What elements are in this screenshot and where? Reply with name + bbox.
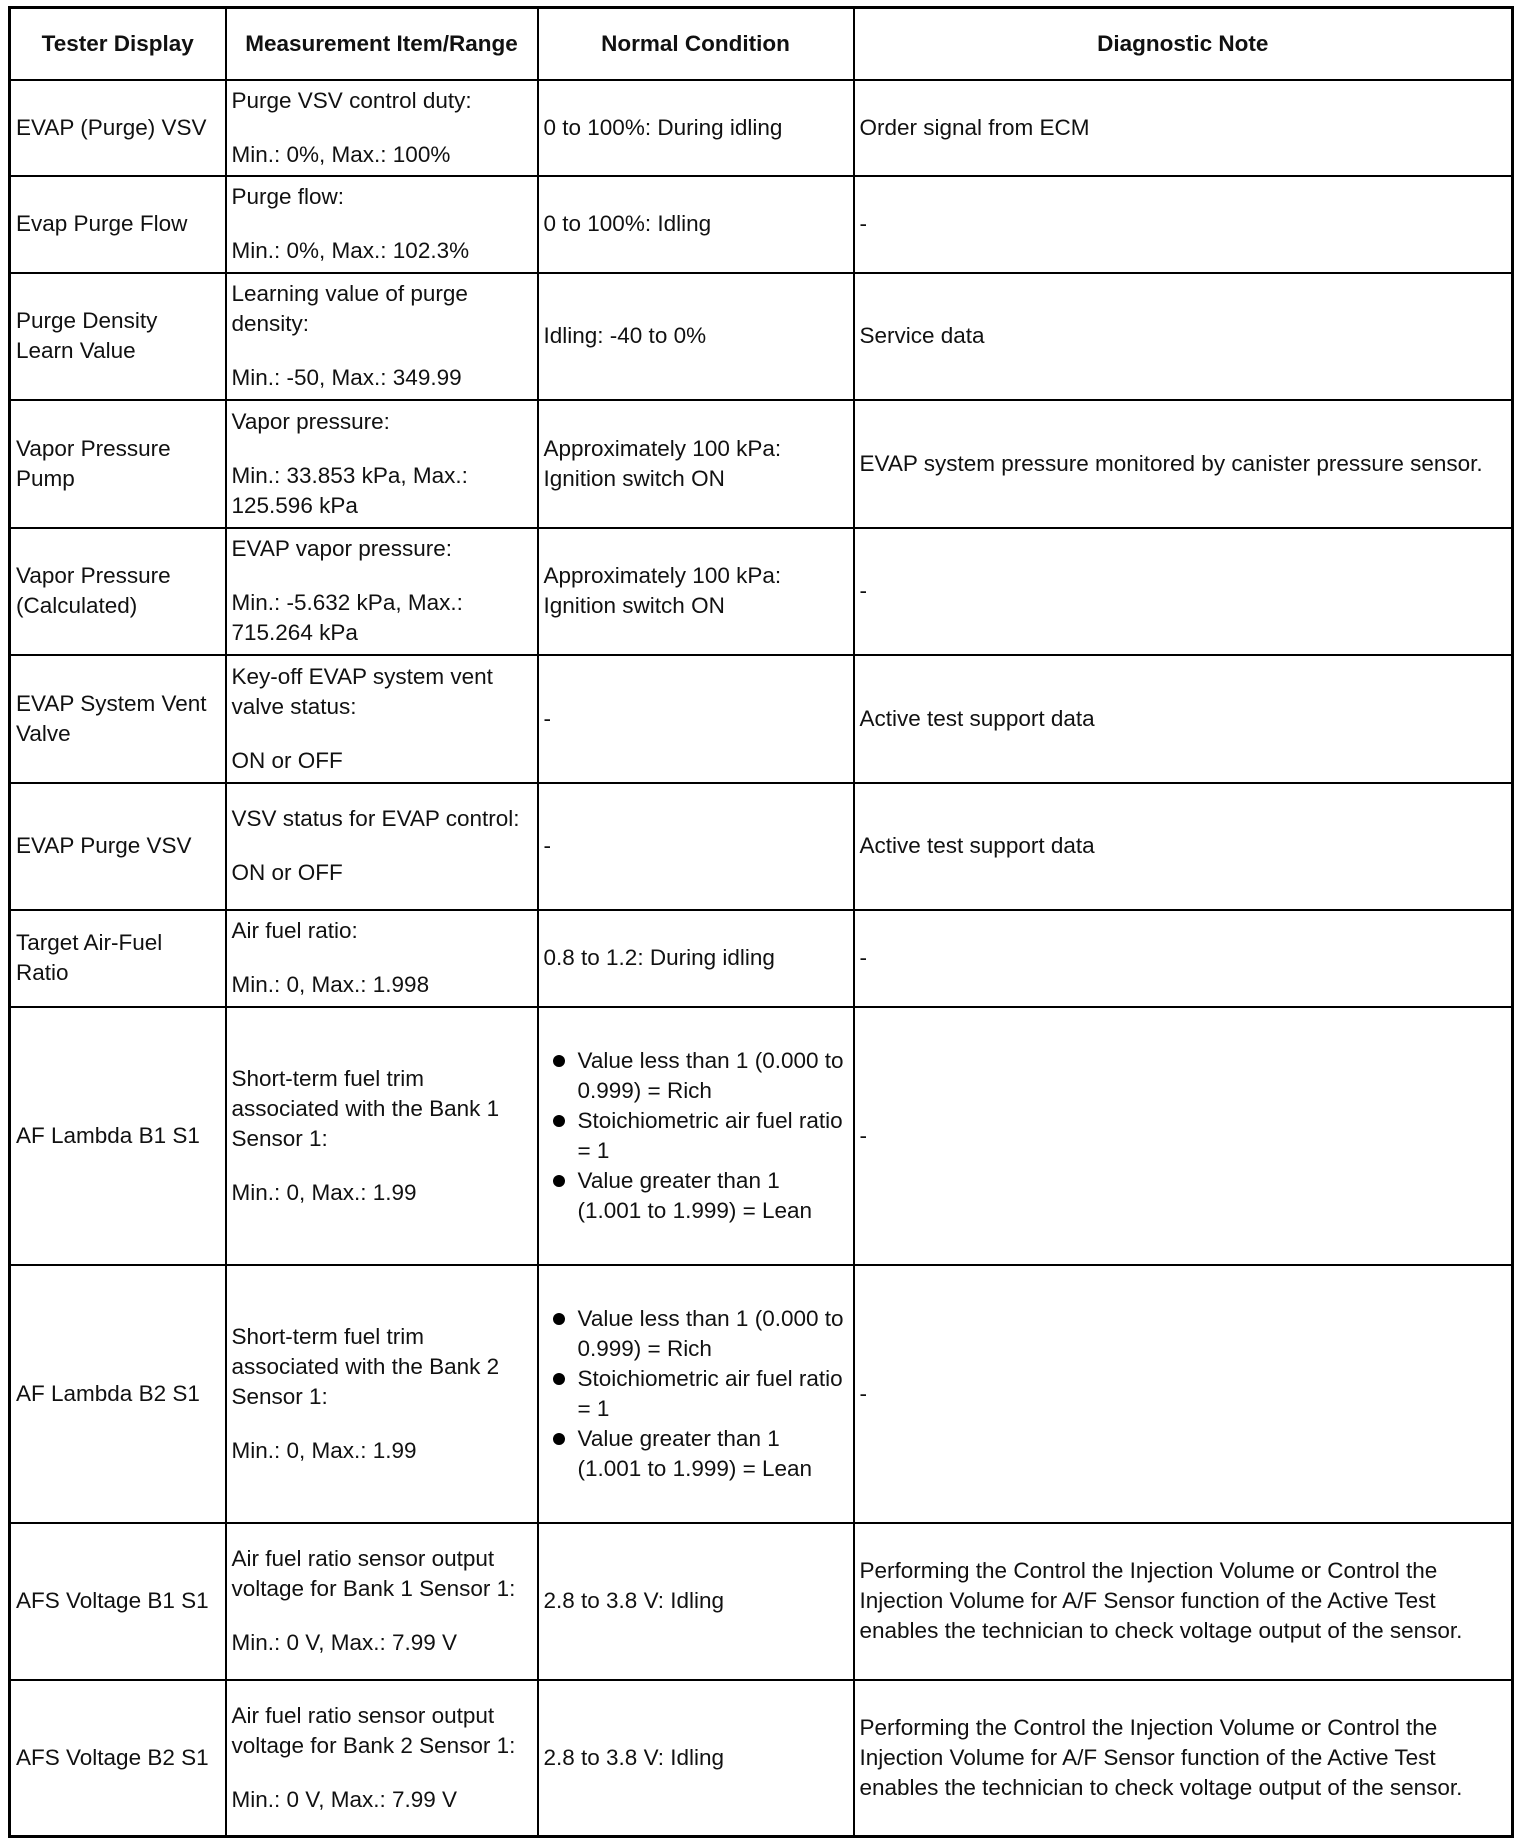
normal-condition-cell: 0.8 to 1.2: During idling — [538, 910, 854, 1007]
measurement-range: Min.: -5.632 kPa, Max.: 715.264 kPa — [231, 590, 463, 645]
table-row — [10, 528, 1513, 655]
normal-condition-cell: - — [538, 783, 854, 910]
measurement-range: ON or OFF — [231, 747, 343, 773]
measurement-item: Air fuel ratio sensor output voltage for Bank 2 Sensor 1: — [231, 1702, 516, 1758]
measurement-range: Min.: 0%, Max.: 102.3% — [231, 238, 470, 263]
diagnostic-note-cell: Performing the Control the Injection Volume or Control the Injection Volume for A/F Sensor function of the Active Test enables the technician to check voltage output of the sensor. — [854, 1680, 1513, 1837]
table-row — [10, 273, 1513, 400]
measurement-cell — [226, 176, 538, 273]
measurement-item: Short-term fuel trim associated with the Bank 1 Sensor 1: — [231, 1065, 500, 1151]
diagnostic-note-cell: Performing the Control the Injection Volume or Control the Injection Volume for A/F Sensor function of the Active Test enables the technician to check voltage output of the sensor. — [854, 1523, 1513, 1680]
tester-display-cell: AFS Voltage B1 S1 — [10, 1523, 226, 1680]
table-row — [10, 1265, 1513, 1523]
normal-condition-cell — [538, 1265, 854, 1523]
tester-display-cell: AFS Voltage B2 S1 — [10, 1680, 226, 1837]
normal-condition-cell: Approximately 100 kPa: Ignition switch ON — [538, 400, 854, 528]
measurement-range: Min.: -50, Max.: 349.99 — [231, 365, 462, 390]
diagnostic-note-cell: - — [854, 910, 1513, 1007]
measurement-item: Key-off EVAP system vent valve status: — [231, 663, 493, 719]
measurement-item: Short-term fuel trim associated with the Bank 2 Sensor 1: — [231, 1323, 500, 1409]
diagnostic-note-cell: - — [854, 176, 1513, 273]
table-row — [10, 1523, 1513, 1680]
list-item: Value less than 1 (0.000 to 0.999) = Rich — [578, 1304, 848, 1364]
tester-display-cell: Evap Purge Flow — [10, 176, 226, 273]
spec-table-container — [8, 6, 1511, 1838]
tester-display-cell: EVAP System Vent Valve — [10, 655, 226, 783]
header-measurement-item: Measurement Item/Range — [226, 8, 538, 80]
header-diagnostic-note: Diagnostic Note — [854, 8, 1513, 80]
tester-display-cell: Target Air-Fuel Ratio — [10, 910, 226, 1007]
measurement-cell — [226, 783, 538, 910]
measurement-cell — [226, 910, 538, 1007]
measurement-item: EVAP vapor pressure: — [231, 536, 453, 561]
measurement-item: Purge flow: — [231, 184, 345, 209]
measurement-range: Min.: 0, Max.: 1.99 — [231, 1437, 417, 1463]
tester-display-cell: EVAP (Purge) VSV — [10, 80, 226, 176]
normal-condition-list — [544, 1304, 848, 1484]
measurement-item: VSV status for EVAP control: — [231, 806, 520, 831]
measurement-item: Air fuel ratio sensor output voltage for Bank 1 Sensor 1: — [231, 1546, 516, 1601]
diagnostic-note-cell: Active test support data — [854, 655, 1513, 783]
normal-condition-cell: 2.8 to 3.8 V: Idling — [538, 1680, 854, 1837]
measurement-range: Min.: 0, Max.: 1.99 — [231, 1179, 417, 1205]
diagnostic-note-cell: Order signal from ECM — [854, 80, 1513, 176]
diagnostic-note-cell: Service data — [854, 273, 1513, 400]
measurement-cell — [226, 273, 538, 400]
measurement-item: Purge VSV control duty: — [231, 87, 472, 113]
measurement-cell — [226, 1523, 538, 1680]
diagnostic-note-cell: EVAP system pressure monitored by canister pressure sensor. — [854, 400, 1513, 528]
table-row — [10, 1007, 1513, 1265]
header-tester-display: Tester Display — [10, 8, 226, 80]
table-row — [10, 176, 1513, 273]
list-item: Value less than 1 (0.000 to 0.999) = Rich — [578, 1046, 848, 1106]
normal-condition-list — [544, 1046, 848, 1226]
table-row — [10, 80, 1513, 176]
normal-condition-cell — [538, 1007, 854, 1265]
normal-condition-cell: 2.8 to 3.8 V: Idling — [538, 1523, 854, 1680]
table-header-row — [10, 8, 1513, 80]
list-item: Stoichiometric air fuel ratio = 1 — [578, 1364, 848, 1424]
measurement-range: Min.: 0%, Max.: 100% — [231, 141, 451, 167]
normal-condition-cell: 0 to 100%: During idling — [538, 80, 854, 176]
measurement-cell — [226, 655, 538, 783]
tester-display-cell: AF Lambda B1 S1 — [10, 1007, 226, 1265]
measurement-item: Air fuel ratio: — [231, 918, 358, 943]
measurement-range: Min.: 0 V, Max.: 7.99 V — [231, 1786, 458, 1812]
diagnostic-note-cell: - — [854, 1265, 1513, 1523]
list-item: Value greater than 1 (1.001 to 1.999) = Lean — [578, 1424, 848, 1484]
measurement-range: ON or OFF — [231, 860, 343, 885]
tester-display-cell: Purge Density Learn Value — [10, 273, 226, 400]
measurement-item: Vapor pressure: — [231, 408, 390, 434]
measurement-cell — [226, 80, 538, 176]
table-row — [10, 910, 1513, 1007]
header-normal-condition: Normal Condition — [538, 8, 854, 80]
diagnostic-note-cell: - — [854, 1007, 1513, 1265]
normal-condition-cell: Idling: -40 to 0% — [538, 273, 854, 400]
normal-condition-cell: - — [538, 655, 854, 783]
tester-display-cell: Vapor Pressure Pump — [10, 400, 226, 528]
measurement-cell — [226, 1680, 538, 1837]
table-row — [10, 655, 1513, 783]
measurement-range: Min.: 33.853 kPa, Max.: 125.596 kPa — [231, 462, 468, 518]
measurement-cell — [226, 1007, 538, 1265]
diagnostic-note-cell: - — [854, 528, 1513, 655]
tester-display-cell: AF Lambda B2 S1 — [10, 1265, 226, 1523]
measurement-item: Learning value of purge density: — [231, 281, 468, 336]
measurement-cell — [226, 528, 538, 655]
measurement-range: Min.: 0 V, Max.: 7.99 V — [231, 1630, 458, 1655]
table-row — [10, 1680, 1513, 1837]
measurement-cell — [226, 1265, 538, 1523]
normal-condition-cell: Approximately 100 kPa: Ignition switch ON — [538, 528, 854, 655]
tester-display-cell: EVAP Purge VSV — [10, 783, 226, 910]
table-row — [10, 783, 1513, 910]
data-list-table — [8, 6, 1514, 1838]
measurement-cell — [226, 400, 538, 528]
list-item: Value greater than 1 (1.001 to 1.999) = Lean — [578, 1166, 848, 1226]
normal-condition-cell: 0 to 100%: Idling — [538, 176, 854, 273]
table-row — [10, 400, 1513, 528]
diagnostic-note-cell: Active test support data — [854, 783, 1513, 910]
list-item: Stoichiometric air fuel ratio = 1 — [578, 1106, 848, 1166]
tester-display-cell: Vapor Pressure (Calculated) — [10, 528, 226, 655]
measurement-range: Min.: 0, Max.: 1.998 — [231, 972, 430, 997]
